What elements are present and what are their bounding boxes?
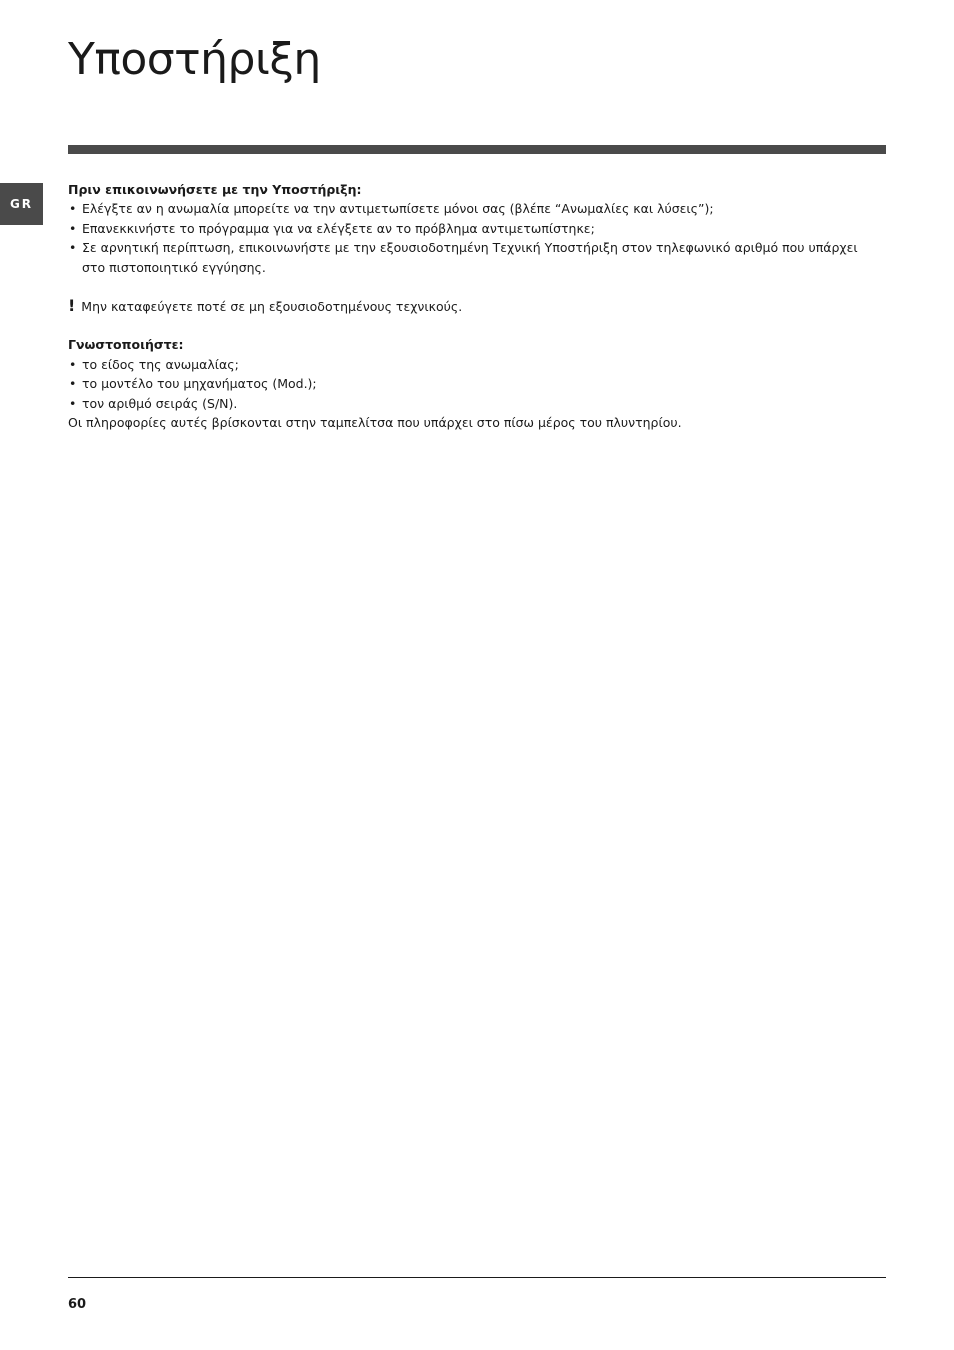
notify-heading: Γνωστοποιήστε: — [68, 337, 184, 353]
list-item: • Ελέγξτε αν η ανωμαλία μπορείτε να την αντιμετωπίσετε μόνοι σας (βλέπε “Ανωμαλίες και λύσεις”); — [68, 199, 868, 218]
warning-note — [68, 296, 868, 316]
page-title: Υποστήριξη — [68, 34, 321, 85]
notify-list — [68, 355, 868, 413]
support-content — [68, 180, 868, 432]
notify-closing-text: Οι πληροφορίες αυτές βρίσκονται στην ταμπελίτσα που υπάρχει στο πίσω μέρος του πλυντηρίου. — [68, 415, 682, 431]
warning-icon: ! — [68, 296, 76, 316]
list-item: • το είδος της ανωμαλίας; — [68, 355, 868, 374]
language-tab: GR — [0, 183, 43, 225]
list-item: • το μοντέλο του μηχανήματος (Mod.); — [68, 374, 868, 393]
before-contact-list — [68, 199, 868, 277]
list-item: • τον αριθμό σειράς (S/N). — [68, 394, 868, 413]
footer-divider — [68, 1277, 886, 1278]
before-contact-heading: Πριν επικοινωνήσετε με την Υποστήριξη: — [68, 182, 362, 197]
list-item: • Επανεκκινήστε το πρόγραμμα για να ελέγξετε αν το πρόβλημα αντιμετωπίστηκε; — [68, 219, 868, 238]
warning-text: Μην καταφεύγετε ποτέ σε μη εξουσιοδοτημένους τεχνικούς. — [81, 299, 463, 315]
title-divider — [68, 145, 886, 154]
page-number: 60 — [68, 1297, 87, 1312]
list-item: • Σε αρνητική περίπτωση, επικοινωνήστε με την εξουσιοδοτημένη Τεχνική Υποστήριξη στον τηλεφωνικό αριθμό που υπάρχει στο πιστοποιητικό εγγύησης. — [68, 238, 868, 277]
